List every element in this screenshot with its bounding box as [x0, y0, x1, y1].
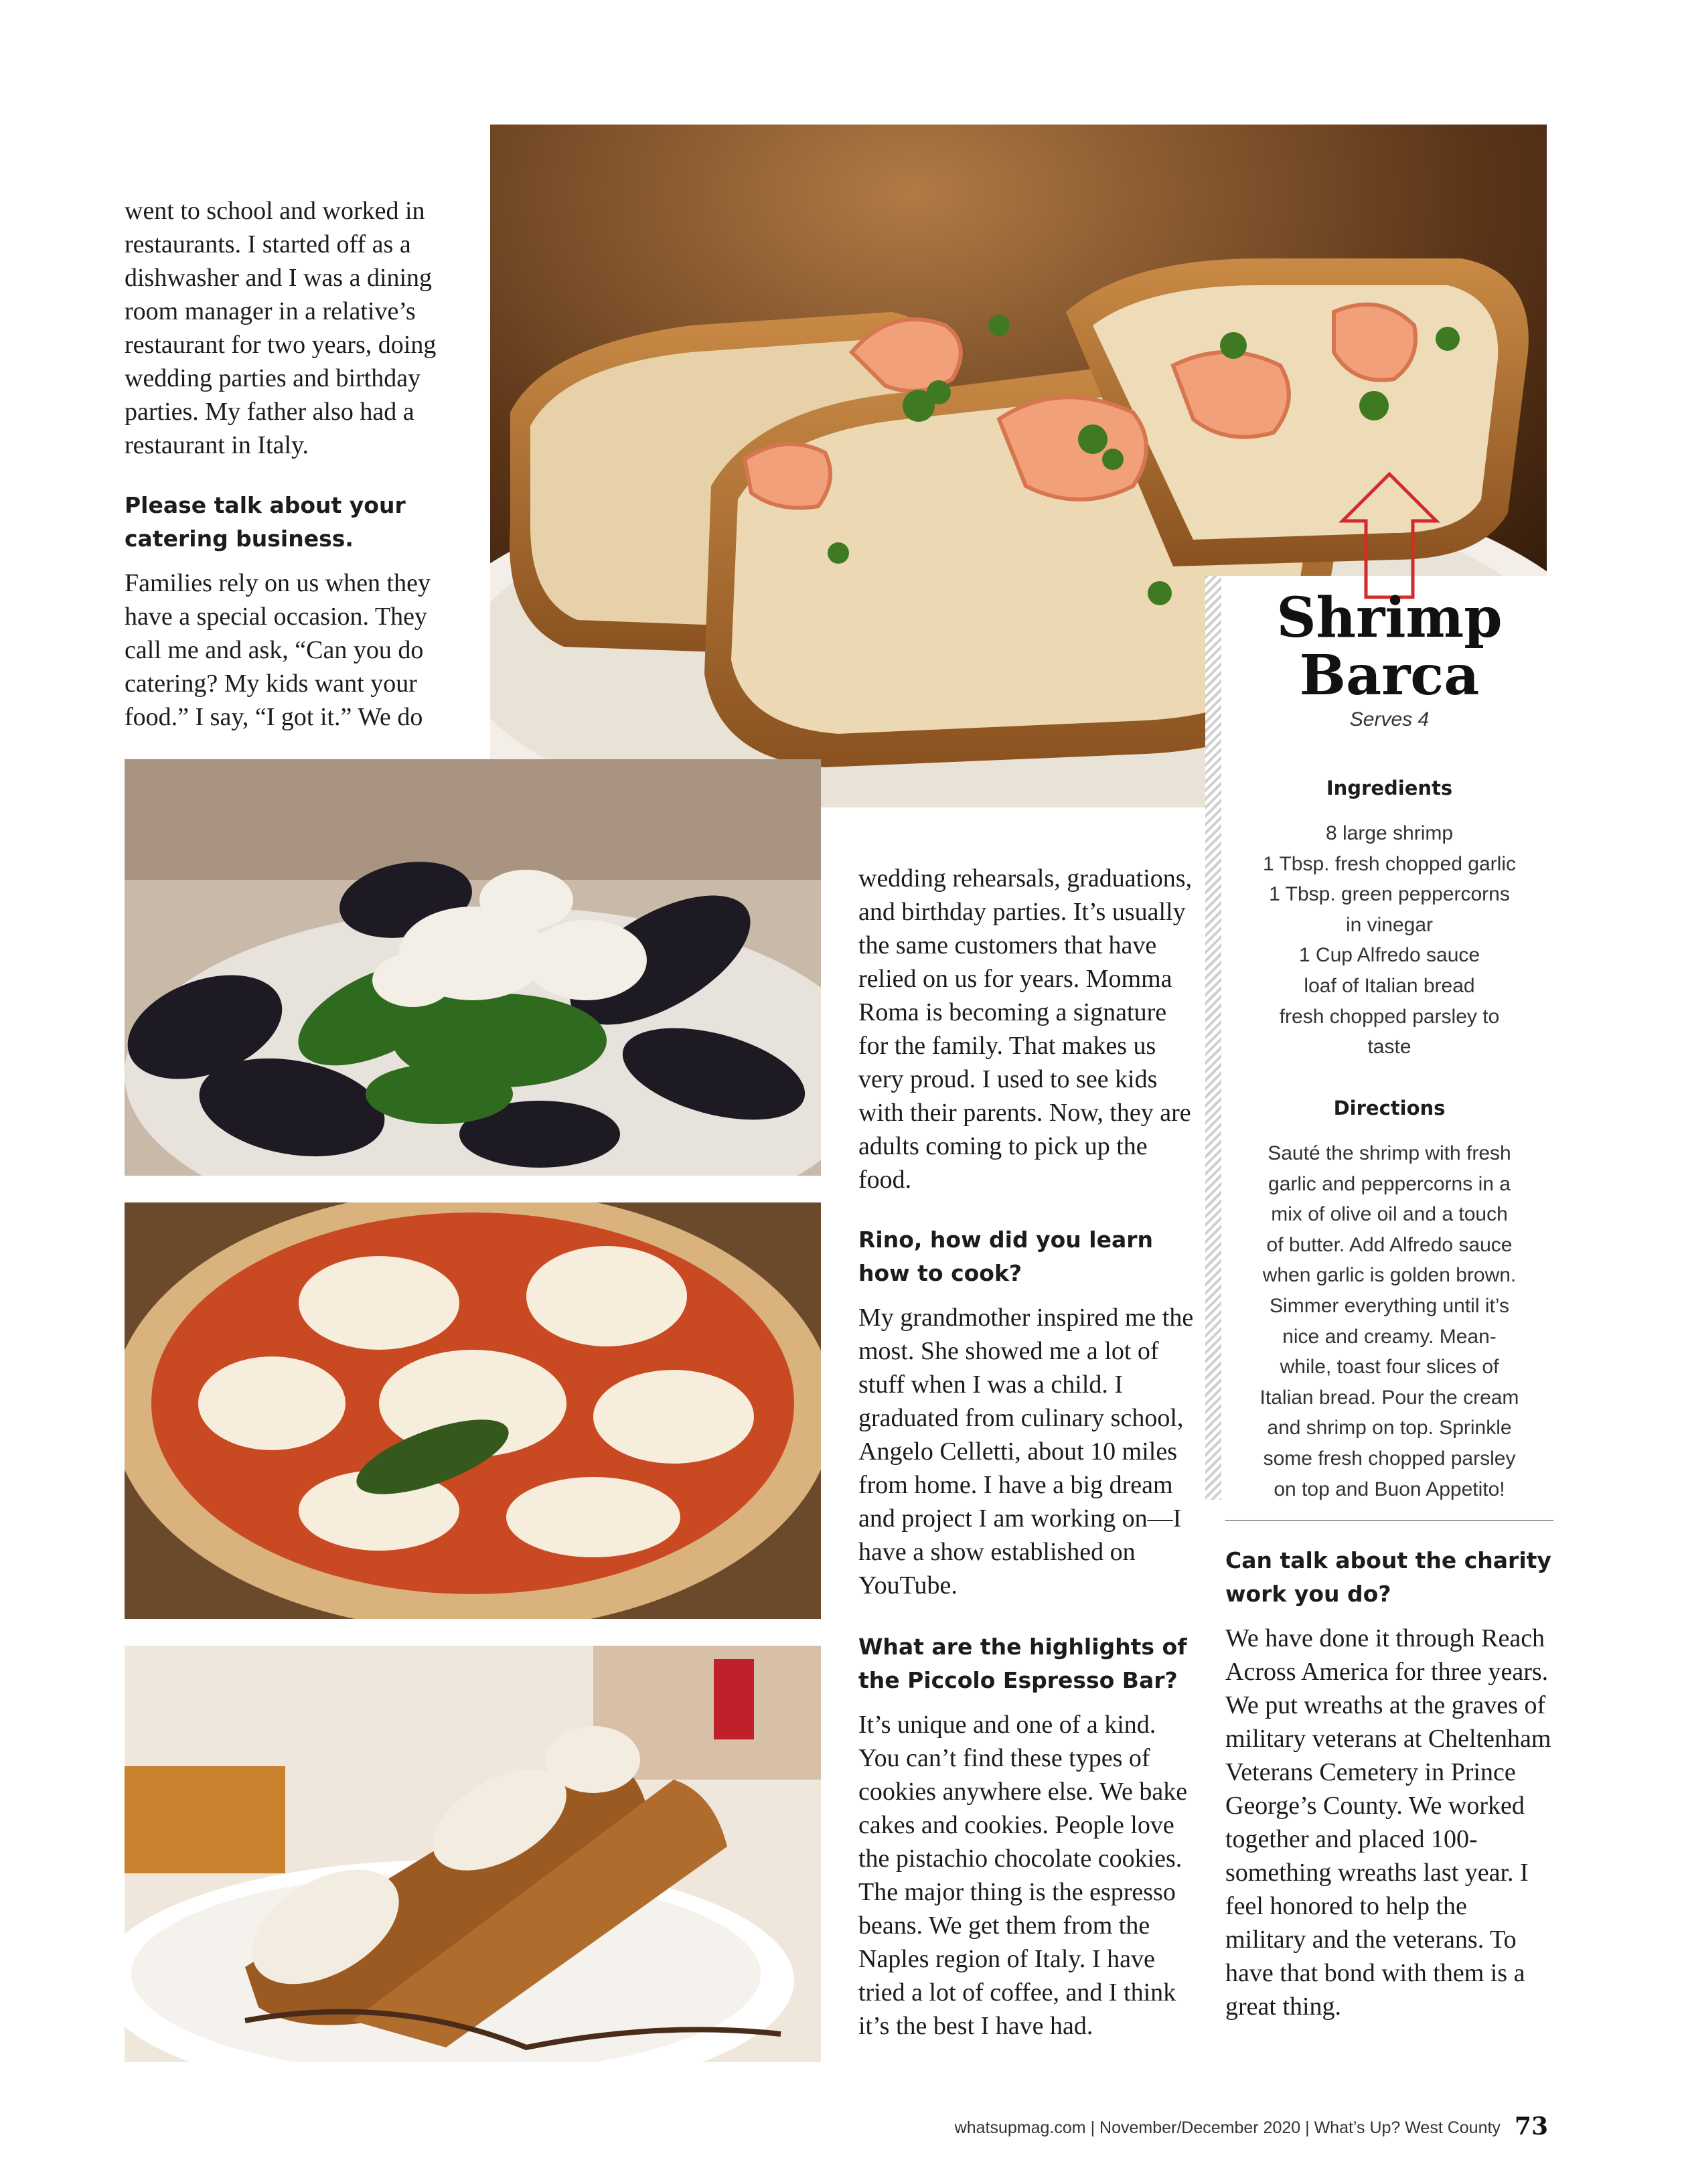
ingredient-item: 1 Cup Alfredo sauce: [1298, 944, 1480, 967]
direction-line: Simmer everything until it’s: [1270, 1294, 1509, 1317]
footer-separator: |: [1305, 2118, 1314, 2137]
text-column-2: [858, 862, 1200, 2043]
directions-heading: Directions: [1333, 1097, 1446, 1119]
ingredient-item: loaf of Italian bread: [1304, 974, 1475, 997]
cannoli-photo: [125, 1646, 821, 2062]
ingredient-item: taste: [1367, 1036, 1411, 1059]
footer-issue: November/December 2020: [1099, 2118, 1301, 2137]
column-2-bg: [821, 807, 1205, 848]
footer-separator: |: [1090, 2118, 1100, 2137]
answer-learn-cook: My grandmother inspired me the most. She showed me a lot of stuff when I was a child. I graduated from culinary school, Angelo Celletti, about 10 miles from home. I have a big dream and project I am working on—I have a show established on YouTube.: [858, 1304, 1194, 1600]
pizza-photo: [125, 1202, 821, 1619]
ingredient-item: 1 Tbsp. green peppercorns: [1269, 883, 1510, 906]
question-espresso-bar: What are the highlights of the Piccolo Espresso Bar?: [858, 1634, 1187, 1693]
page-footer: [955, 2112, 1548, 2140]
question-learn-cook: Rino, how did you learn how to cook?: [858, 1227, 1153, 1286]
text-column-1-top: [125, 194, 453, 734]
direction-line: Sauté the shrimp with fresh: [1268, 1142, 1511, 1164]
answer-catering: Families rely on us when they have a special occasion. They call me and ask, “Can you do catering? My kids want your food.” I say, “I got it.” We do: [125, 569, 431, 731]
direction-line: Italian bread. Pour the cream: [1259, 1386, 1519, 1409]
ingredient-item: in vinegar: [1345, 913, 1434, 936]
direction-line: and shrimp on top. Sprinkle: [1267, 1417, 1512, 1439]
direction-line: on top and Buon Appetito!: [1274, 1478, 1505, 1500]
direction-line: when garlic is golden brown.: [1262, 1264, 1517, 1287]
direction-line: mix of olive oil and a touch: [1271, 1203, 1508, 1226]
footer-magazine: What’s Up? West County: [1314, 2118, 1501, 2137]
direction-line: some fresh chopped parsley: [1263, 1447, 1516, 1470]
question-catering: Please talk about your catering business.: [125, 492, 406, 552]
intro-paragraph: went to school and worked in restaurants. I started off as a dishwasher and I was a dining room manager in a relative’s restaurant for two years, doing wedding parties and birthday parties. My father also had a restaurant in Italy.: [125, 197, 437, 459]
recipe-divider: [1225, 1520, 1553, 1521]
page-number: 73: [1514, 2112, 1548, 2140]
arrow-up-icon: [1336, 469, 1443, 603]
recipe-serves: Serves 4: [1349, 708, 1430, 730]
ingredients-heading: Ingredients: [1326, 777, 1453, 799]
ingredient-item: 8 large shrimp: [1325, 822, 1454, 844]
ingredient-item: 1 Tbsp. fresh chopped garlic: [1262, 852, 1516, 875]
recipe-title-line-2: Barca: [1299, 643, 1480, 708]
direction-line: nice and creamy. Mean-: [1282, 1325, 1497, 1348]
ingredient-item: fresh chopped parsley to: [1279, 1005, 1500, 1028]
recipe-stripe-border: [1205, 576, 1221, 1500]
catering-continued: wedding rehearsals, graduations, and birthday parties. It’s usually the same customers that have relied on us for years. Momma Roma is becoming a signature for the family. That makes us very proud. I used to see kids with their parents. Now, they are adults coming to pick up the food.: [858, 864, 1193, 1194]
answer-charity: We have done it through Reach Across America for three years. We put wreaths at the graves of military veterans at Cheltenham Veterans Cemetery in Prince George’s County. We worked together and placed 100-something wreaths last year. I feel honored to help the military and the veterans. To have that bond with them is a great thing.: [1225, 1624, 1551, 2021]
ingredients-list: [1232, 818, 1547, 1063]
directions-list: [1232, 1138, 1547, 1504]
footer-site: whatsupmag.com: [954, 2118, 1086, 2137]
question-charity: Can talk about the charity work you do?: [1225, 1547, 1551, 1607]
text-column-3: [1225, 1544, 1553, 2023]
direction-line: while, toast four slices of: [1280, 1356, 1499, 1379]
mussels-salad-photo: [125, 759, 821, 1176]
answer-espresso-bar: It’s unique and one of a kind. You can’t find these types of cookies anywhere else. We bake cakes and cookies. People love the pistachio chocolate cookies. The major thing is the espresso beans. We get them from the Naples region of Italy. I have tried a lot of coffee, and I think it’s the best I have had.: [858, 1711, 1188, 2040]
recipe-title-line-1: Shrimp: [1276, 586, 1503, 650]
direction-line: of butter. Add Alfredo sauce: [1266, 1233, 1513, 1256]
recipe-title: [1225, 586, 1553, 708]
direction-line: garlic and peppercorns in a: [1268, 1172, 1511, 1195]
